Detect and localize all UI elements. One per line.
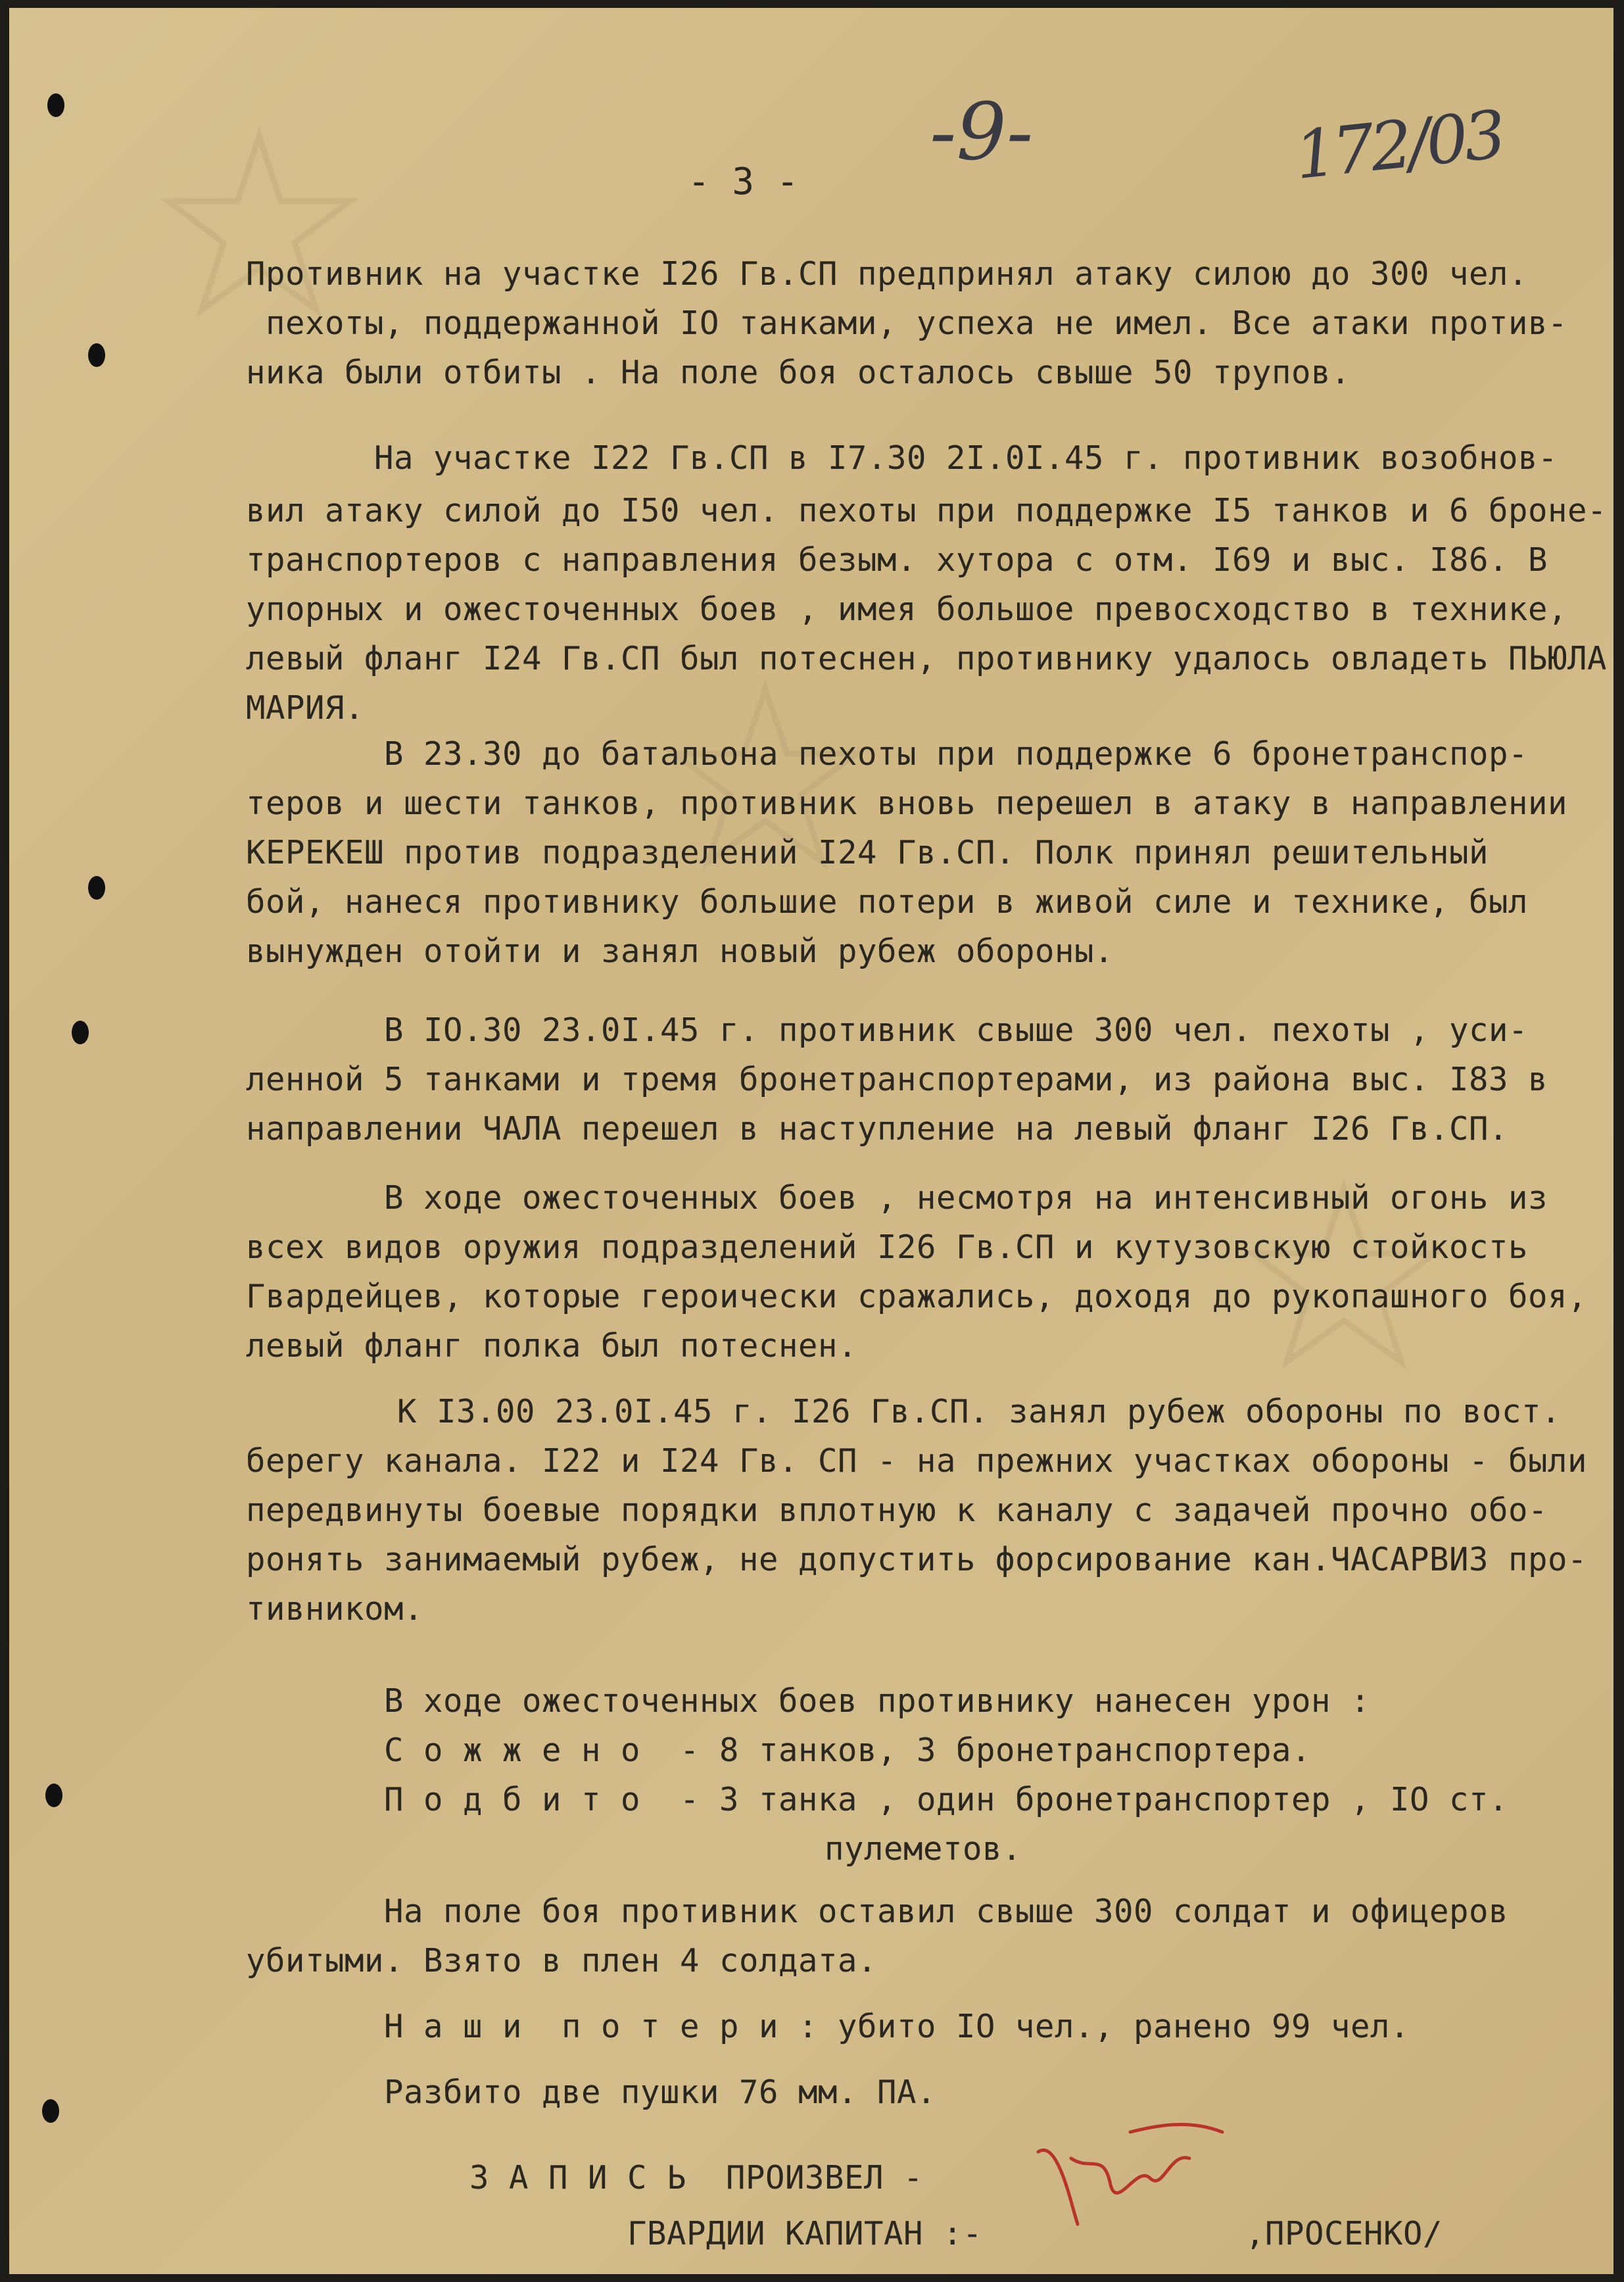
handwritten-archive-code: 172/03 — [1291, 95, 1506, 195]
text-line: направлении ЧАЛА перешел в наступление на левый фланг I26 Гв.СП. — [246, 1110, 1509, 1148]
text-line: ронять занимаемый рубеж, не допустить форсирование кан.ЧАСАРВИЗ про- — [246, 1541, 1588, 1578]
text-line: МАРИЯ. — [246, 689, 365, 727]
text-line: В ходе ожесточенных боев противнику нанесен урон : — [384, 1682, 1371, 1720]
text-line: В IO.30 23.0I.45 г. противник свыше 300 чел. пехоты , уси- — [384, 1011, 1529, 1049]
watermark-star-icon — [160, 126, 358, 324]
punch-hole — [88, 876, 105, 900]
text-line: ника были отбиты . На поле боя осталось свыше 50 трупов. — [246, 354, 1351, 391]
text-line: убитыми. Взято в плен 4 солдата. — [246, 1942, 878, 1979]
text-line: вил атаку силой до I50 чел. пехоты при поддержке I5 танков и 6 броне- — [246, 492, 1608, 529]
text-line: всех видов оружия подразделений I26 Гв.СП и кутузовскую стойкость — [246, 1228, 1529, 1266]
text-line: Разбито две пушки 76 мм. ПА. — [384, 2074, 937, 2111]
text-line: левый фланг I24 Гв.СП был потеснен, противнику удалось овладеть ПЬЮЛА — [246, 640, 1608, 677]
text-line: С о ж ж е н о - 8 танков, 3 бронетранспортера. — [384, 1732, 1312, 1769]
text-line: пулеметов. — [824, 1830, 1022, 1868]
text-line: КЕРЕКЕШ против подразделений I24 Гв.СП. Полк принял решительный — [246, 834, 1489, 871]
punch-hole — [45, 1784, 62, 1807]
text-line: На поле боя противник оставил свыше 300 солдат и офицеров — [384, 1893, 1509, 1930]
text-line: берегу канала. I22 и I24 Гв. СП - на прежних участках обороны - были — [246, 1442, 1588, 1480]
text-line: В 23.30 до батальона пехоты при поддержке 6 бронетранспор- — [384, 735, 1529, 773]
text-line: ,ПРОСЕНКО/ — [1245, 2215, 1443, 2252]
text-line: упорных и ожесточенных боев , имея большое превосходство в технике, — [246, 591, 1568, 628]
text-line: З А П И С Ь ПРОИЗВЕЛ - — [469, 2159, 924, 2197]
text-line: На участке I22 Гв.СП в I7.30 2I.0I.45 г. противник возобнов- — [374, 439, 1558, 477]
document-page — [9, 8, 1613, 2274]
text-line: Гвардейцев, которые героически сражались, доходя до рукопашного боя, — [246, 1278, 1588, 1315]
text-line: Противник на участке I26 Гв.СП предпринял атаку силою до 300 чел. — [246, 255, 1529, 293]
text-line: левый фланг полка был потеснен. — [246, 1327, 858, 1365]
handwritten-page-number: -9- — [930, 87, 1034, 178]
punch-hole — [47, 93, 64, 117]
text-line: Н а ш и п о т е р и : убито IO чел., ранено 99 чел. — [384, 2008, 1410, 2045]
text-line: П о д б и т о - 3 танка , один бронетранспортер , IO ст. — [384, 1781, 1509, 1818]
text-line: К I3.00 23.0I.45 г. I26 Гв.СП. занял рубеж обороны по вост. — [397, 1393, 1562, 1430]
punch-hole — [72, 1021, 89, 1044]
text-line: бой, нанеся противнику большие потери в живой силе и технике, был — [246, 883, 1529, 921]
text-line: передвинуты боевые порядки вплотную к каналу с задачей прочно обо- — [246, 1492, 1548, 1529]
text-line: пехоты, поддержанной IO танками, успеха не имел. Все атаки против- — [266, 304, 1568, 342]
text-line: ГВАРДИИ КАПИТАН :- — [627, 2215, 983, 2252]
text-line: тивником. — [246, 1590, 424, 1628]
punch-hole — [88, 343, 105, 367]
punch-hole — [42, 2099, 59, 2123]
text-line: В ходе ожесточенных боев , несмотря на интенсивный огонь из — [384, 1179, 1548, 1217]
text-line: ленной 5 танками и тремя бронетранспортерами, из района выс. I83 в — [246, 1061, 1548, 1098]
page-number: - 3 - — [688, 160, 799, 203]
text-line: транспортеров с направления безым. хутора с отм. I69 и выс. I86. В — [246, 541, 1548, 579]
text-line: вынужден отойти и занял новый рубеж обороны. — [246, 933, 1114, 970]
signature-scribble — [1032, 2112, 1229, 2244]
text-line: теров и шести танков, противник вновь перешел в атаку в направлении — [246, 785, 1568, 822]
